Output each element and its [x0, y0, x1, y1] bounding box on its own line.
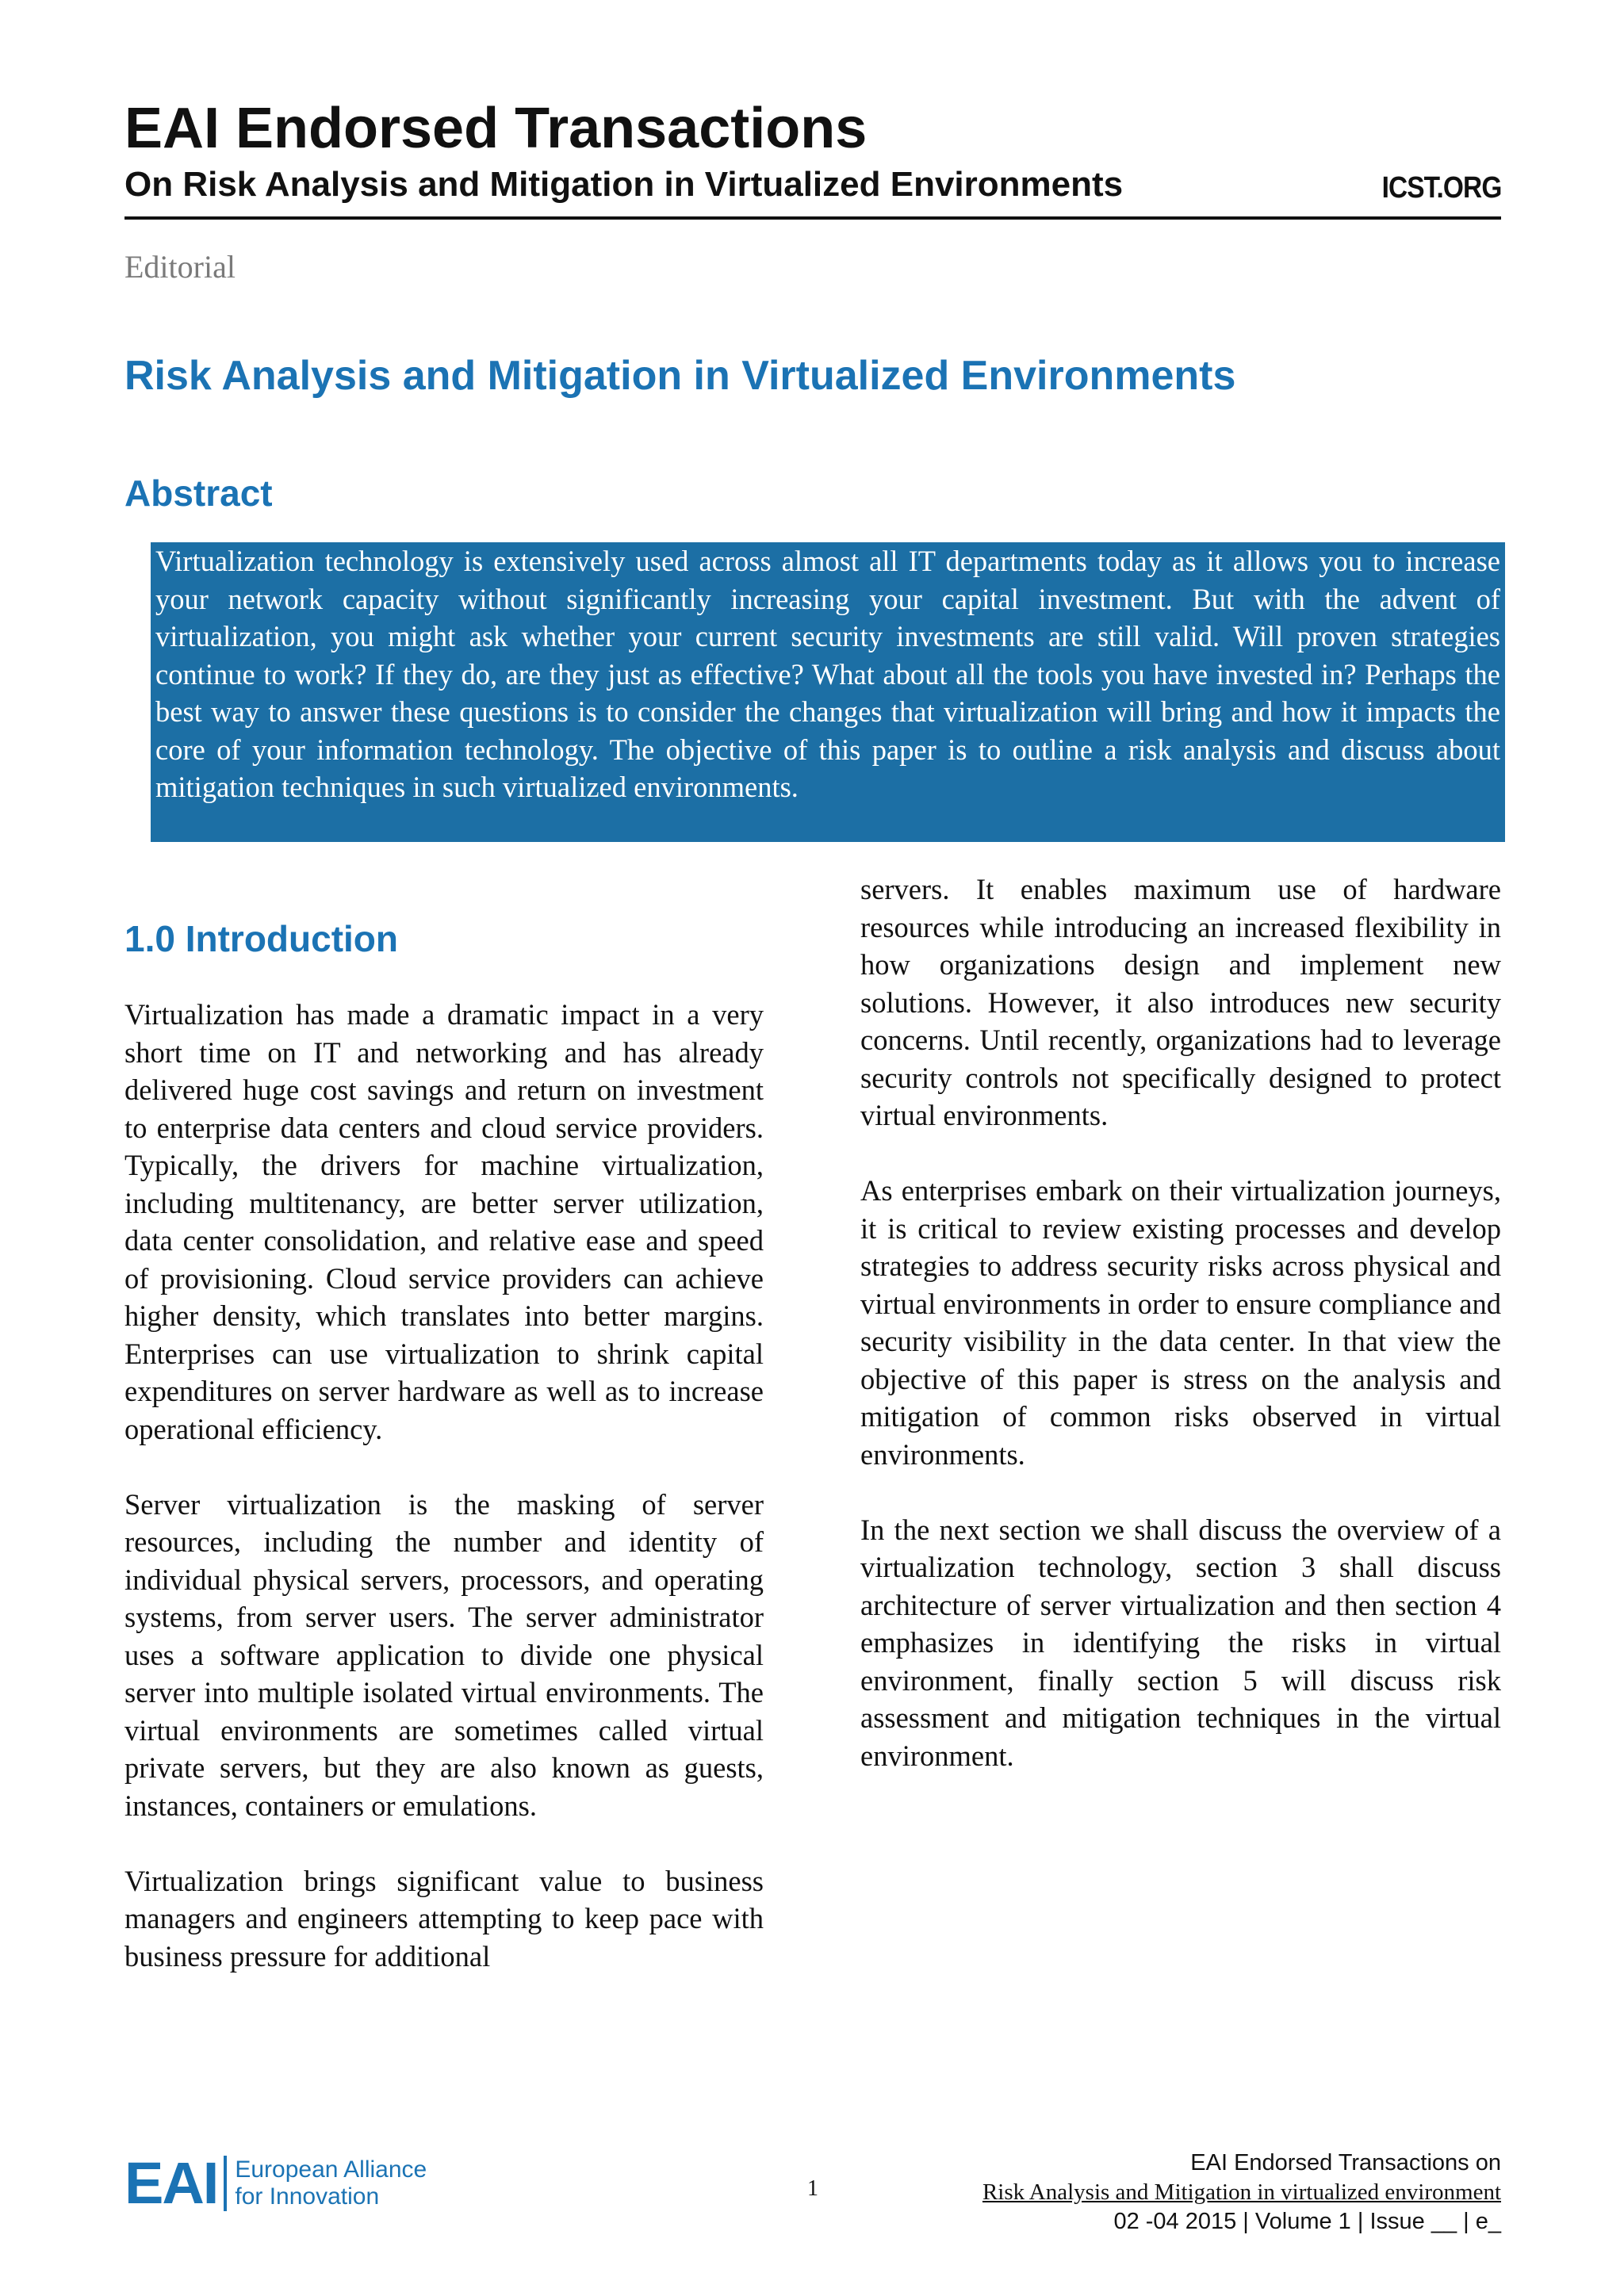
paragraph: As enterprises embark on their virtualization journeys, it is critical to review existing processes and develop strategies to address security risks across physical and virtual environments in order to ensure compliance and security visibility in the data center. In that view the objective of this paper is stress on the analysis and mitigation of common risks observed in virtual environments.	[860, 1174, 1501, 1471]
abstract-box	[151, 542, 1505, 842]
paragraph: servers. It enables maximum use of hardware resources while introducing an increased flexibility in how organizations design and implement new solutions. However, it also introduces new security concerns. Until recently, organizations had to leverage security controls not specifically designed to protect virtual environments.	[860, 873, 1501, 1131]
article-title: Risk Analysis and Mitigation in Virtualized Environments	[124, 353, 1236, 399]
footer-journal-link[interactable]: Risk Analysis and Mitigation in virtualized environment	[982, 2179, 1501, 2205]
paragraph: Server virtualization is the masking of server resources, including the number and identity of individual physical servers, processors, and operating systems, from server users. The server administrator uses a software application to divide one physical server into multiple isolated virtual environments. The virtual environments are sometimes called virtual private servers, but they are also known as guests, instances, containers or emulations.	[124, 1487, 764, 1822]
abstract-heading: Abstract	[124, 473, 273, 514]
article-kind: Editorial	[124, 249, 236, 285]
paragraph: Virtualization brings significant value to business managers and engineers attempting to keep pace with business pressure for additional	[124, 1864, 764, 1973]
right-column	[860, 871, 1501, 1774]
eai-logo-mark: EAI	[124, 2150, 218, 2216]
eai-logo-text	[235, 2156, 427, 2210]
footer-issue: 02 -04 2015 | Volume 1 | Issue __ | e_	[1113, 2209, 1501, 2234]
section-heading-introduction: 1.0 Introduction	[124, 918, 398, 959]
page-number: 1	[807, 2176, 818, 2201]
footer-citation	[982, 2149, 1501, 2237]
paragraph: In the next section we shall discuss the overview of a virtualization technology, section 3 shall discuss architecture of server virtualization and then section 4 emphasizes in identifying the risks in virtual environment, finally section 5 will discuss risk assessment and mitigation techniques in the virtual environment.	[860, 1513, 1501, 1772]
paragraph: Virtualization has made a dramatic impact in a very short time on IT and networking and has already delivered huge cost savings and return on investment to enterprise data centers and cloud service providers. Typically, the drivers for machine virtualization, including multitenancy, are better server utilization, data center consolidation, and relative ease and speed of provisioning. Cloud service providers can achieve higher density, which translates into better margins. Enterprises can use virtualization to shrink capital expenditures on server hardware as well as to increase operational efficiency.	[124, 998, 764, 1445]
header-divider	[124, 216, 1501, 220]
logo-line-1: European Alliance	[235, 2156, 427, 2183]
eai-logo	[124, 2152, 427, 2214]
journal-title: EAI Endorsed Transactions	[124, 97, 868, 160]
footer-journal: EAI Endorsed Transactions on	[1190, 2150, 1501, 2175]
abstract-text: Virtualization technology is extensively used across almost all IT departments today as it allows you to increase your network capacity without significantly increasing your capital investment. But with the advent of virtualization, you might ask whether your current security investments are still valid. Will proven strategies continue to work? If they do, are they just as effective? What about all the tools you have invested in? Perhaps the best way to answer these questions is to consider the changes that virtualization will bring and how it impacts the core of your information technology. The objective of this paper is to outline a risk analysis and discuss about mitigation techniques in such virtualized environments.	[155, 545, 1500, 803]
logo-divider	[224, 2156, 227, 2211]
site-label: ICST.ORG	[1381, 171, 1501, 205]
journal-subtitle: On Risk Analysis and Mitigation in Virtualized Environments	[124, 165, 1124, 204]
logo-line-2: for Innovation	[235, 2183, 380, 2210]
left-column	[124, 916, 764, 1975]
